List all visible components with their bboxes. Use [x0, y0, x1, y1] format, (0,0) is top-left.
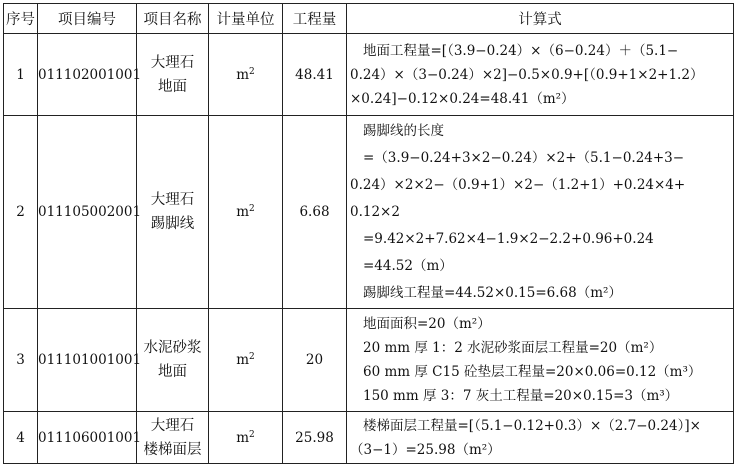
formula-line: 60 mm 厚 C15 砼垫层工程量=20×0.06=0.12（m³） — [363, 364, 702, 380]
unit-exponent: 2 — [249, 66, 255, 77]
table-row — [4, 412, 734, 464]
row-no: 3 — [4, 309, 38, 412]
unit — [209, 34, 283, 116]
item-code: 011106001001 — [38, 412, 137, 464]
row-no: 2 — [4, 116, 38, 309]
formula-line: 踢脚线工程量=44.52×0.15=6.68（m²） — [363, 284, 622, 301]
formula — [347, 34, 734, 116]
header-code: 项目编号 — [38, 4, 137, 34]
quantity: 25.98 — [283, 412, 347, 464]
formula — [347, 309, 734, 412]
item-name — [137, 34, 209, 116]
formula-line: 20 mm 厚 1：2 水泥砂浆面层工程量=20（m²） — [363, 340, 663, 356]
row-no: 1 — [4, 34, 38, 116]
formula-line: =（3.9−0.24+3×2−0.24）×2+（5.1−0.24+3− — [363, 149, 685, 166]
row-no: 4 — [4, 412, 38, 464]
formula-line: =44.52（m） — [363, 257, 453, 274]
unit — [209, 116, 283, 309]
formula-line: 地面工程量=[（3.9−0.24）×（6−0.24）＋（5.1− — [363, 42, 679, 59]
header-row — [4, 4, 734, 34]
formula-line: 0.24）×（3−0.24）×2]−0.5×0.9+[（0.9+1×2+1.2） — [350, 66, 704, 83]
header-name: 项目名称 — [137, 4, 209, 34]
formula-line: ×0.24]−0.12×0.24=48.41（m²） — [350, 90, 575, 107]
unit-exponent: 2 — [249, 204, 255, 214]
formula-line: 150 mm 厚 3：7 灰土工程量=20×0.15=3（m³） — [363, 388, 679, 404]
item-name-line: 地面 — [158, 364, 187, 380]
table-row — [4, 116, 734, 309]
formula — [347, 116, 734, 309]
formula — [347, 412, 734, 464]
header-formula: 计算式 — [347, 4, 734, 34]
unit-exponent: 2 — [249, 429, 255, 440]
formula-line: 地面面积=20（m²） — [363, 316, 491, 332]
unit-text: m — [236, 66, 250, 83]
unit-text: m — [236, 429, 250, 446]
formula-line: 踢脚线的长度 — [363, 122, 444, 139]
item-name — [137, 309, 209, 412]
quantity: 48.41 — [283, 34, 347, 116]
item-code: 011102001001 — [38, 34, 137, 116]
table-row — [4, 34, 734, 116]
item-name — [137, 116, 209, 309]
header-qty: 工程量 — [283, 4, 347, 34]
formula-line: 楼梯面层工程量=[（5.1−0.12+0.3）×（2.7−0.24）]× — [363, 417, 701, 434]
item-name-line: 水泥砂浆 — [143, 340, 202, 356]
item-name-line: 大理石 — [150, 192, 195, 208]
table-row — [4, 309, 734, 412]
formula-line: 0.12×2 — [350, 203, 400, 220]
unit-text: m — [236, 352, 250, 368]
item-code: 011101001001 — [38, 309, 137, 412]
quantity: 6.68 — [283, 116, 347, 309]
item-name-line: 楼梯面层 — [143, 441, 202, 458]
unit — [209, 309, 283, 412]
item-name-line: 大理石 — [150, 54, 195, 71]
item-code: 011105002001 — [38, 116, 137, 309]
header-no: 序号 — [4, 4, 38, 34]
item-name-line: 地面 — [158, 78, 187, 95]
formula-line: 0.24）×2×2−（0.9+1）×2−（1.2+1）+0.24×4+ — [350, 176, 686, 193]
formula-line: =9.42×2+7.62×4−1.9×2−2.2+0.96+0.24 — [363, 230, 654, 247]
formula-line: （3−1）=25.98（m²） — [350, 441, 501, 458]
unit-exponent: 2 — [249, 352, 255, 362]
unit-text: m — [236, 204, 250, 220]
unit — [209, 412, 283, 464]
header-unit: 计量单位 — [209, 4, 283, 34]
item-name — [137, 412, 209, 464]
item-name-line: 踢脚线 — [150, 216, 195, 232]
item-name-line: 大理石 — [150, 417, 195, 434]
quantity-calculation-table — [3, 3, 734, 464]
quantity: 20 — [283, 309, 347, 412]
